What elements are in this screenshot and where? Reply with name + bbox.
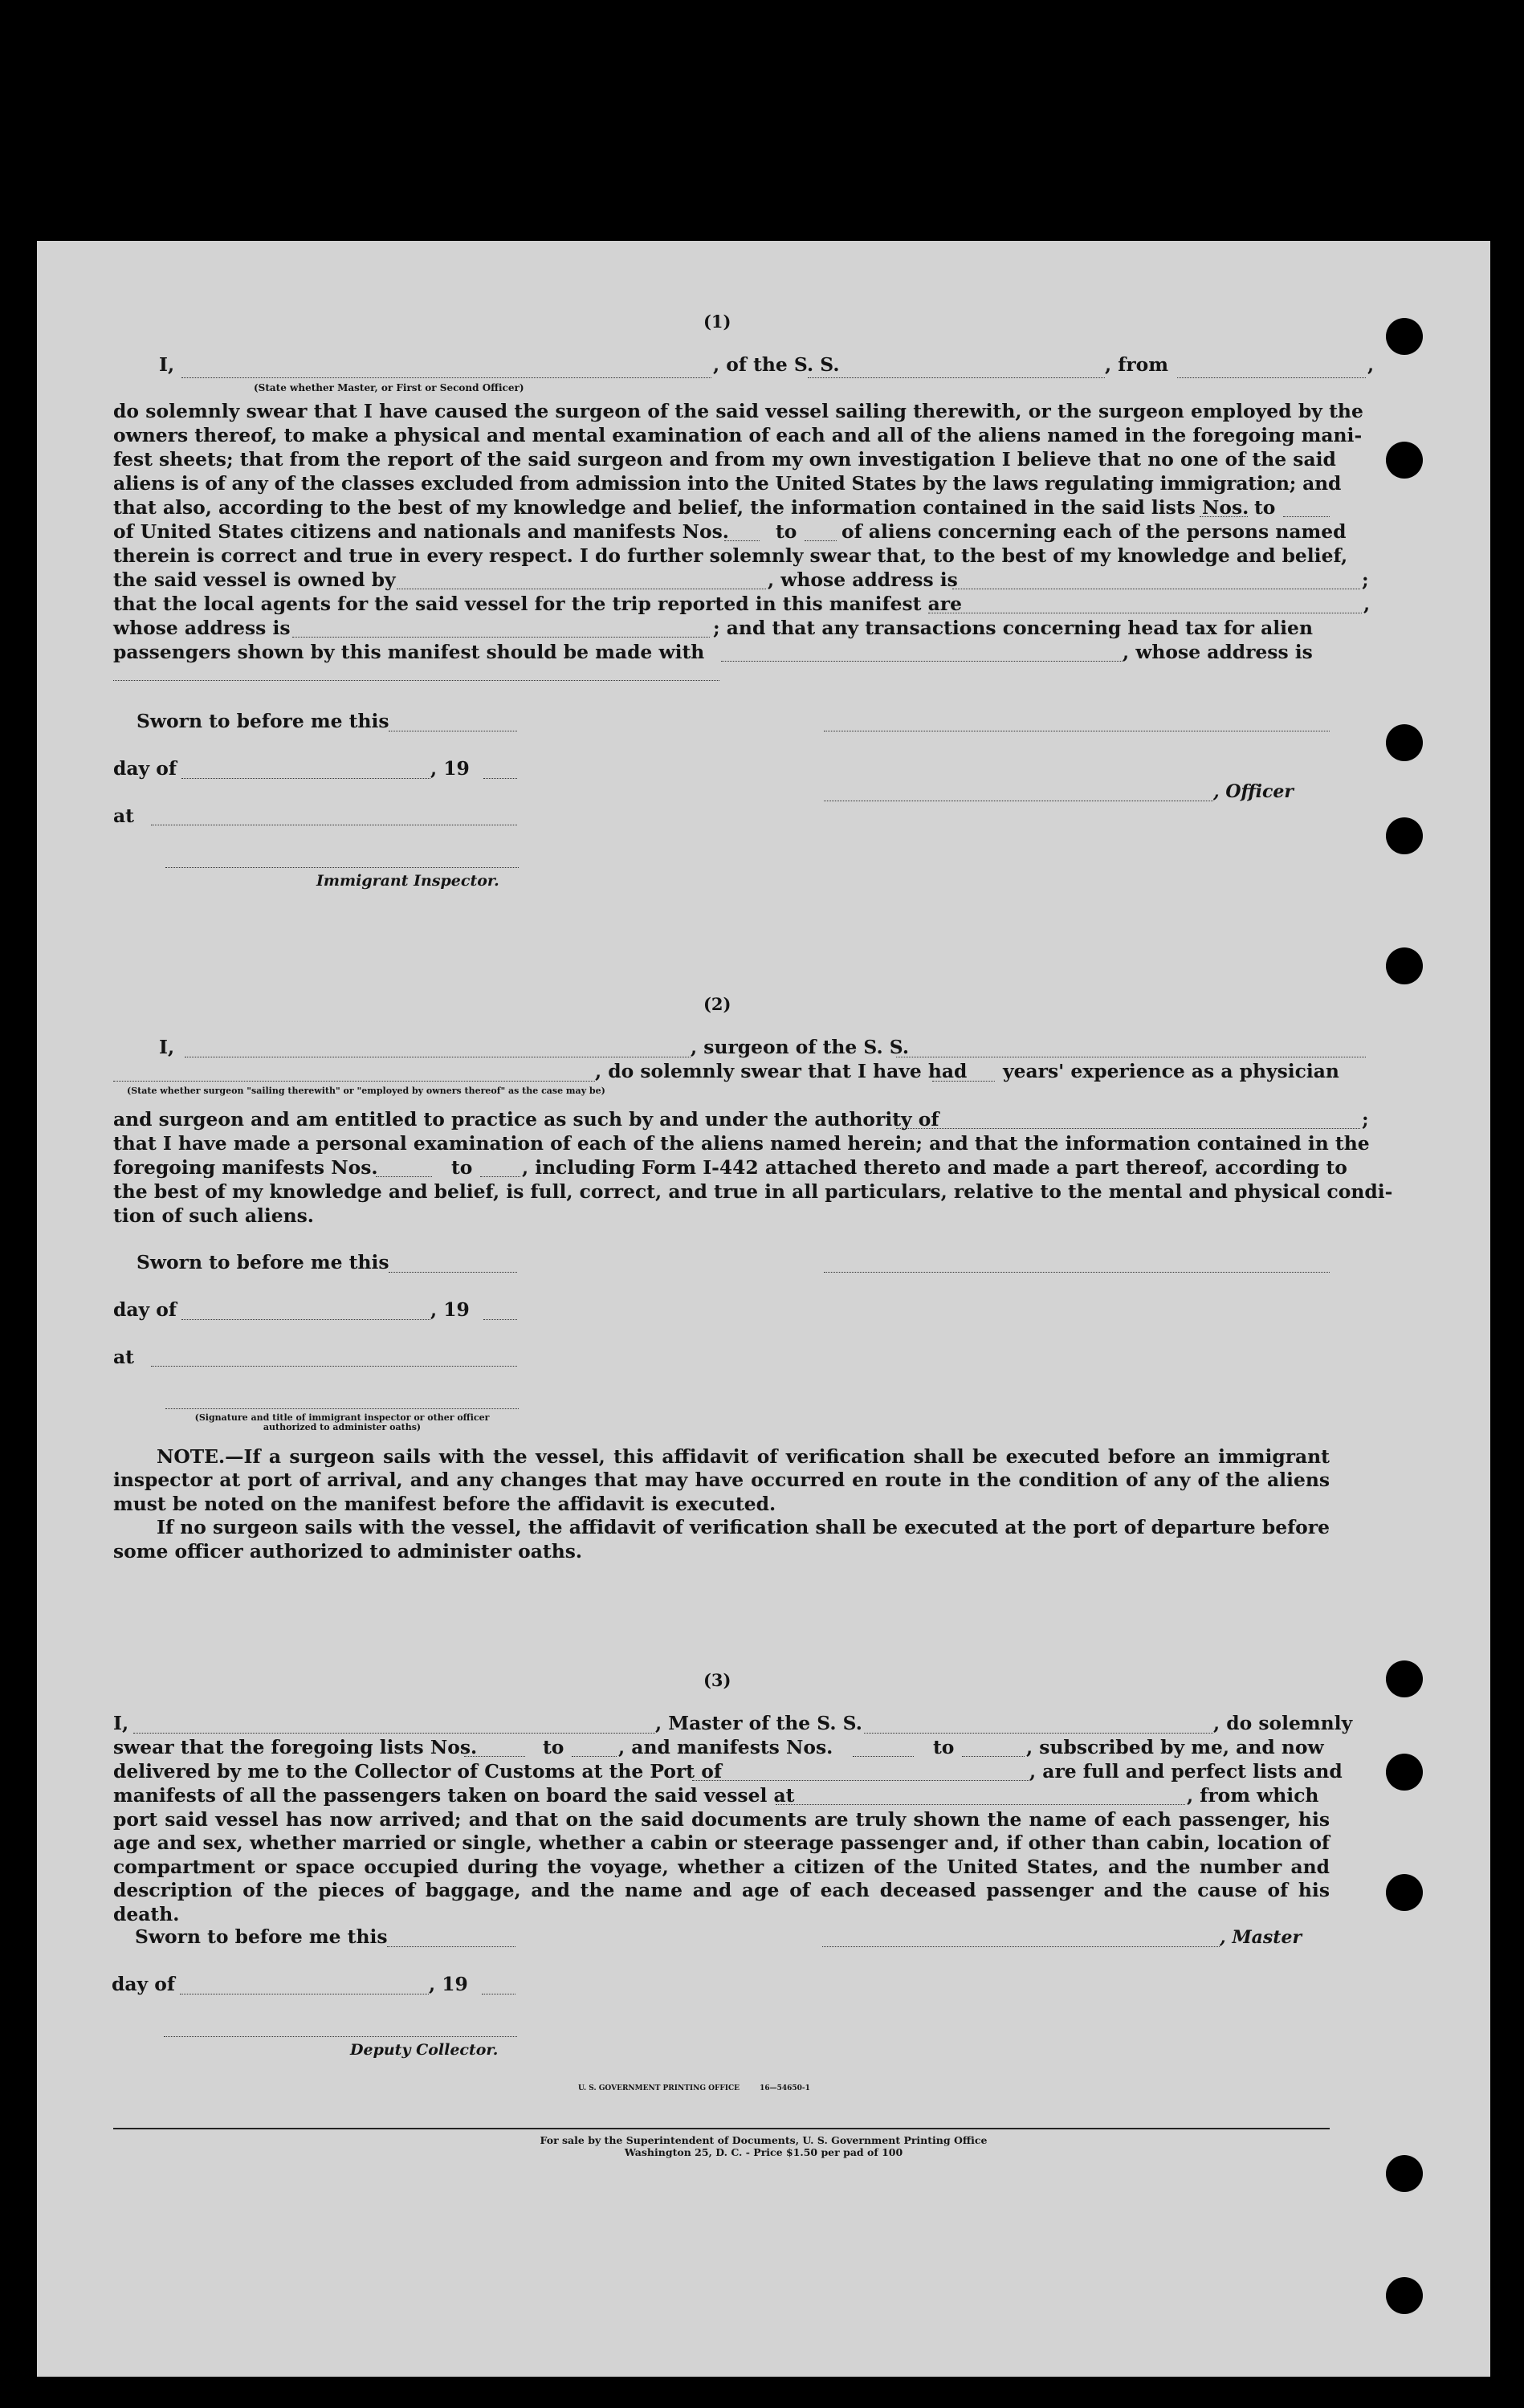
s2-sworn: Sworn to before me this: [137, 1251, 389, 1273]
s2-manifest-to-blank: [480, 1176, 520, 1177]
s3-vessel-blank: [864, 1733, 1213, 1734]
s3-to-2: to: [933, 1736, 955, 1758]
s1-vessel-blank: [808, 377, 1105, 378]
s1-sworn: Sworn to before me this: [137, 710, 389, 732]
s2-swear: , do solemnly swear that I have had: [595, 1060, 968, 1082]
s3-manifests-to-blank: [962, 1756, 1025, 1757]
footer-sale-1: For sale by the Superintendent of Documents, U. S. Government Printing Office: [540, 2134, 988, 2146]
s3-master-of-ss: , Master of the S. S.: [655, 1712, 862, 1734]
section-1-heading: (1): [703, 312, 731, 332]
s3-sworn-blank: [387, 1946, 515, 1947]
punch-hole: [1386, 724, 1423, 761]
s2-day-of: day of: [113, 1298, 177, 1321]
s2-note: [113, 1445, 1330, 1563]
s1-inspector: Immigrant Inspector.: [316, 872, 499, 890]
footer-rule: [113, 2128, 1330, 2129]
s3-sworn: Sworn to before me this: [135, 1925, 388, 1948]
punch-hole: [1386, 1660, 1423, 1697]
s3-year: , 19: [429, 1973, 468, 1995]
s1-of-aliens: of aliens concerning each of the persons named: [841, 520, 1347, 543]
s1-to: to: [1254, 496, 1276, 519]
s1-manifest-to-blank: [805, 540, 837, 541]
s2-year-blank: [483, 1319, 517, 1320]
s3-collector-signature: [164, 2036, 517, 2037]
punch-hole: [1386, 2155, 1423, 2192]
s2-semicolon: ;: [1362, 1108, 1369, 1131]
s2-years: years' experience as a physician: [1003, 1060, 1339, 1082]
s1-inspector-signature: [165, 867, 519, 868]
s2-manifest-from-blank: [376, 1176, 432, 1177]
gpo-imprint: U. S. GOVERNMENT PRINTING OFFICE 16—54650-1: [578, 2084, 810, 2092]
s3-day-of: day of: [112, 1973, 175, 1995]
s1-line-1: do solemnly swear that I have caused the surgeon of the said vessel sailing therewith, or the surgeon employed by the: [113, 400, 1363, 422]
s3-subscribed: , subscribed by me, and now: [1026, 1736, 1324, 1758]
s1-line-4: aliens is of any of the classes excluded from admission into the United States by the laws regulating immigration; and: [113, 472, 1342, 495]
s1-officer: , Officer: [1213, 781, 1294, 802]
s1-line-6: of United States citizens and nationals and manifests Nos.: [113, 520, 729, 543]
s1-to-2: to: [776, 520, 797, 543]
s1-year-blank: [483, 778, 517, 779]
s2-note-1: NOTE.—If a surgeon sails with the vessel, this affidavit of verification shall be executed before an immigrant inspector at port of arrival, and any changes that may have occurred en route in the condition of any of the aliens must be noted on the manifest before the affidavit is executed.: [113, 1445, 1330, 1515]
s1-from-blank: [1177, 377, 1366, 378]
s3-collector: Deputy Collector.: [350, 2041, 499, 2059]
s1-line-7: therein is correct and true in every respect. I do further solemnly swear that, to the best of my knowledge and belief,: [113, 544, 1348, 567]
form-page: [37, 241, 1490, 2377]
punch-hole: [1386, 947, 1423, 984]
s1-of-ss: , of the S. S.: [713, 353, 840, 376]
s3-master-signature: [822, 1946, 1220, 1947]
s1-agents-address-blank: [292, 637, 710, 638]
s3-delivered: delivered by me to the Collector of Customs at the Port of: [113, 1760, 722, 1783]
s3-do-solemnly: , do solemnly: [1213, 1712, 1353, 1734]
punch-hole: [1386, 817, 1423, 854]
s2-year: , 19: [430, 1298, 470, 1321]
s2-line-3: foregoing manifests Nos.: [113, 1156, 378, 1179]
s1-head-tax-address-blank: [113, 680, 719, 681]
s1-lists-to-blank: [1283, 516, 1330, 517]
s1-lists-from-blank: [1200, 516, 1248, 517]
punch-hole: [1386, 442, 1423, 479]
s1-comma-2: ,: [1363, 593, 1371, 615]
punch-hole: [1386, 2277, 1423, 2314]
s3-manifests-from-blank: [853, 1756, 914, 1757]
s1-line-10: whose address is: [113, 617, 291, 639]
section-3-heading: (3): [703, 1670, 731, 1690]
s3-lists-from-blank: [464, 1756, 525, 1757]
s1-manifest-from-blank: [724, 540, 760, 541]
s3-port-blank: [692, 1780, 1029, 1781]
s1-officer-blank: [181, 377, 711, 378]
s2-line-2: that I have made a personal examination of each of the aliens named herein; and that the information contained in the: [113, 1132, 1370, 1155]
s3-name-blank: [133, 1733, 655, 1734]
s1-i: I,: [159, 353, 175, 376]
s2-line-1: and surgeon and am entitled to practice as such by and under the authority of: [113, 1108, 939, 1131]
punch-hole: [1386, 1874, 1423, 1911]
s3-lists: swear that the foregoing lists Nos.: [113, 1736, 478, 1758]
s2-signature-note: (Signature and title of immigrant inspector or other officer authorized to administer oaths): [194, 1412, 490, 1432]
s2-authority-blank: [896, 1128, 1360, 1129]
s1-head-tax-blank: [721, 661, 1123, 662]
s2-status-note: (State whether surgeon "sailing therewith" or "employed by owners thereof" as the case may be): [127, 1086, 605, 1096]
s3-i: I,: [113, 1712, 129, 1734]
s1-line-2: owners thereof, to make a physical and mental examination of each and all of the aliens named in the foregoing mani-: [113, 424, 1363, 446]
s1-from: , from: [1105, 353, 1169, 376]
punch-hole: [1386, 1754, 1423, 1791]
s1-line-3: fest sheets; that from the report of the said surgeon and from my own investigation I believe that no one of the said: [113, 448, 1336, 471]
s1-comma: ,: [1367, 353, 1375, 376]
s1-head-tax: ; and that any transactions concerning head tax for alien: [713, 617, 1313, 639]
s2-to: to: [451, 1156, 473, 1179]
s1-whose-address-2: , whose address is: [1123, 641, 1313, 663]
s2-surgeon-of-ss: , surgeon of the S. S.: [691, 1036, 909, 1058]
s2-at: at: [113, 1346, 134, 1368]
s1-year: , 19: [430, 757, 470, 780]
s3-body: [113, 1808, 1330, 1926]
s3-lists-to-blank: [572, 1756, 617, 1757]
footer-sale-2: Washington 25, D. C. - Price $1.50 per pad of 100: [624, 2146, 903, 2158]
s3-master: , Master: [1220, 1927, 1302, 1948]
s3-to: to: [543, 1736, 564, 1758]
s2-form: , including Form I-442 attached thereto and made a part thereof, according to: [522, 1156, 1347, 1179]
s2-line-4: the best of my knowledge and belief, is full, correct, and true in all particulars, relative to the mental and physical condi-: [113, 1180, 1393, 1203]
s1-line-8: the said vessel is owned by: [113, 568, 396, 591]
s3-full-perfect: , are full and perfect lists and: [1029, 1760, 1343, 1783]
punch-hole: [1386, 318, 1423, 355]
s2-i: I,: [159, 1036, 175, 1058]
s2-note-2: If no surgeon sails with the vessel, the affidavit of verification shall be executed at the port of departure before some officer authorized to administer oaths.: [113, 1516, 1330, 1563]
s1-line-11: passengers shown by this manifest should be made with: [113, 641, 705, 663]
s2-at-blank: [151, 1366, 517, 1367]
s3-from-which: , from which: [1187, 1784, 1319, 1807]
s1-line-9: that the local agents for the said vessel for the trip reported in this manifest are: [113, 593, 962, 615]
s2-inspector-signature: [165, 1408, 519, 1409]
section-2-heading: (2): [703, 994, 731, 1014]
s1-day-blank: [181, 778, 430, 779]
s2-sworn-blank: [389, 1272, 517, 1273]
s2-surgeon-signature: [824, 1272, 1330, 1273]
s3-rest: port said vessel has now arrived; and that on the said documents are truly shown the name of each passenger, his age and sex, whether married or single, whether a cabin or steerage passenger and, if other than cabin, location of compartment or space occupied during the voyage, whether a citizen of the United States, and the number and description of the pieces of baggage, and the name and age of each deceased passenger and the cause of his death.: [113, 1808, 1330, 1925]
s1-line-5: that also, according to the best of my knowledge and belief, the information contained in the said lists Nos.: [113, 496, 1249, 519]
s2-day-blank: [181, 1319, 430, 1320]
s1-semicolon: ;: [1362, 568, 1369, 591]
s3-manifests: , and manifests Nos.: [618, 1736, 833, 1758]
s2-status-blank: [113, 1081, 595, 1082]
s2-line-5: tion of such aliens.: [113, 1204, 314, 1227]
s1-officer-note: (State whether Master, or First or Second Officer): [254, 382, 524, 393]
s3-boarded-at-blank: [776, 1804, 1185, 1805]
s1-at: at: [113, 805, 134, 827]
s2-years-blank: [932, 1081, 995, 1082]
s3-manifests-all: manifests of all the passengers taken on board the said vessel at: [113, 1784, 795, 1807]
s1-whose-address: , whose address is: [768, 568, 958, 591]
s1-day-of: day of: [113, 757, 177, 780]
